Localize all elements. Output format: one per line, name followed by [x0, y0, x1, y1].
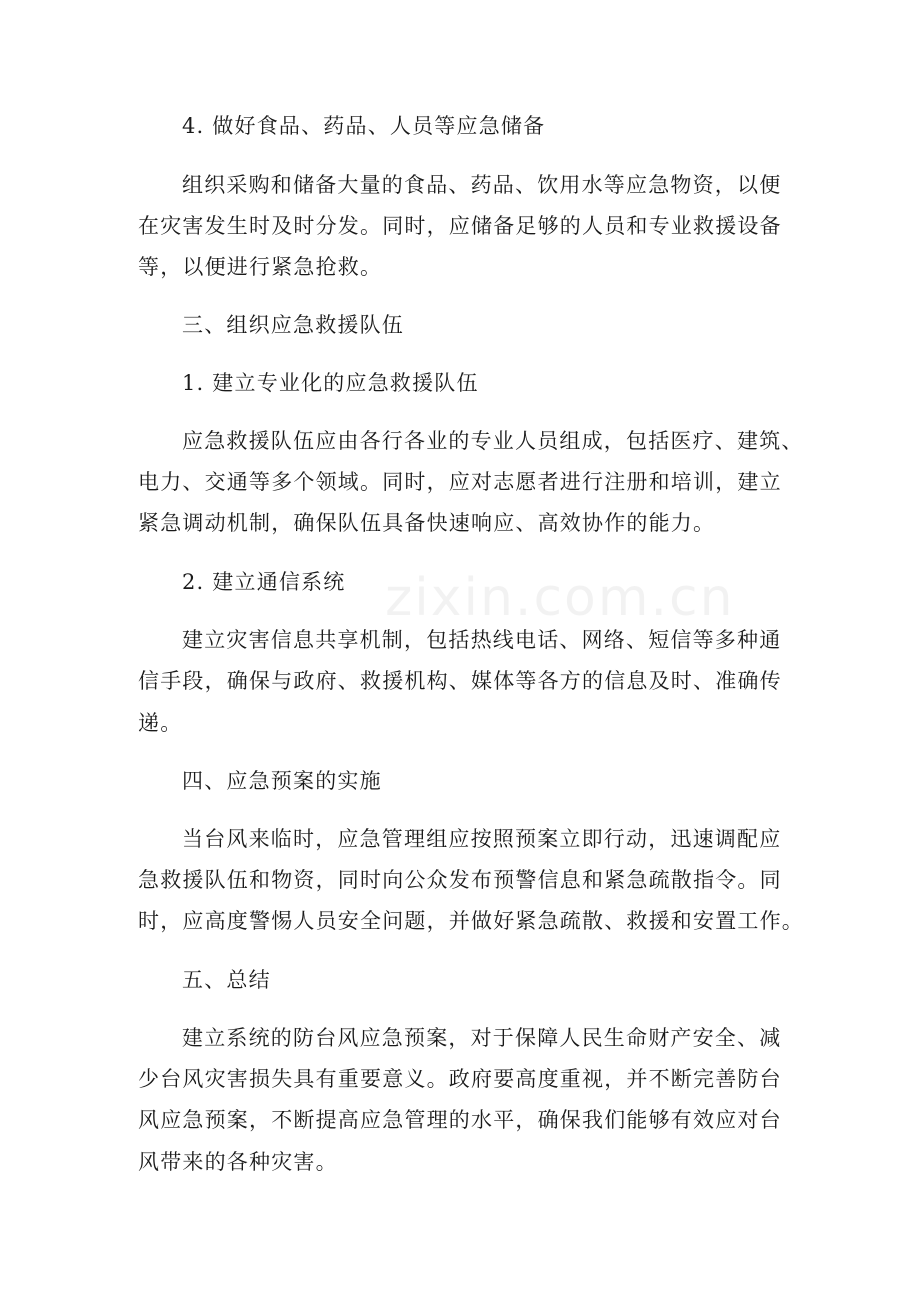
- paragraph-line: 风带来的各种灾害。: [138, 1150, 338, 1174]
- paragraph-line: 急救援队伍和物资，同时向公众发布预警信息和紧急疏散指令。同: [138, 868, 782, 892]
- section-heading: 五、总结: [182, 968, 271, 992]
- section-heading: 三、组织应急救援队伍: [182, 313, 404, 337]
- section-heading: 4. 做好食品、药品、人员等应急储备: [182, 114, 546, 138]
- paragraph-line: 组织采购和储备大量的食品、药品、饮用水等应急物资，以便: [182, 173, 782, 197]
- section-heading: 四、应急预案的实施: [182, 769, 382, 793]
- paragraph-line: 少台风灾害损失具有重要意义。政府要高度重视，并不断完善防台: [138, 1067, 782, 1091]
- paragraph-line: 当台风来临时，应急管理组应按照预案立即行动，迅速调配应: [182, 827, 782, 851]
- paragraph-line: 应急救援队伍应由各行各业的专业人员组成，包括医疗、建筑、: [182, 429, 804, 453]
- paragraph-line: 时，应高度警惕人员安全问题，并做好紧急疏散、救援和安置工作。: [138, 909, 804, 933]
- paragraph-line: 电力、交通等多个领域。同时，应对志愿者进行注册和培训，建立: [138, 470, 782, 494]
- paragraph-line: 风应急预案，不断提高应急管理的水平，确保我们能够有效应对台: [138, 1108, 782, 1132]
- paragraph-line: 建立灾害信息共享机制，包括热线电话、网络、短信等多种通: [182, 628, 782, 652]
- paragraph-line: 信手段，确保与政府、救援机构、媒体等各方的信息及时、准确传: [138, 669, 782, 693]
- watermark: zixin.com.cn: [385, 568, 735, 628]
- paragraph-line: 建立系统的防台风应急预案，对于保障人民生命财产安全、减: [182, 1026, 782, 1050]
- paragraph-line: 紧急调动机制，确保队伍具备快速响应、高效协作的能力。: [138, 511, 716, 535]
- paragraph-line: 在灾害发生时及时分发。同时，应储备足够的人员和专业救援设备: [138, 214, 782, 238]
- section-heading: 2. 建立通信系统: [182, 570, 346, 594]
- paragraph-line: 递。: [138, 711, 183, 735]
- paragraph-line: 等，以便进行紧急抢救。: [138, 255, 383, 279]
- section-heading: 1. 建立专业化的应急救援队伍: [182, 371, 479, 395]
